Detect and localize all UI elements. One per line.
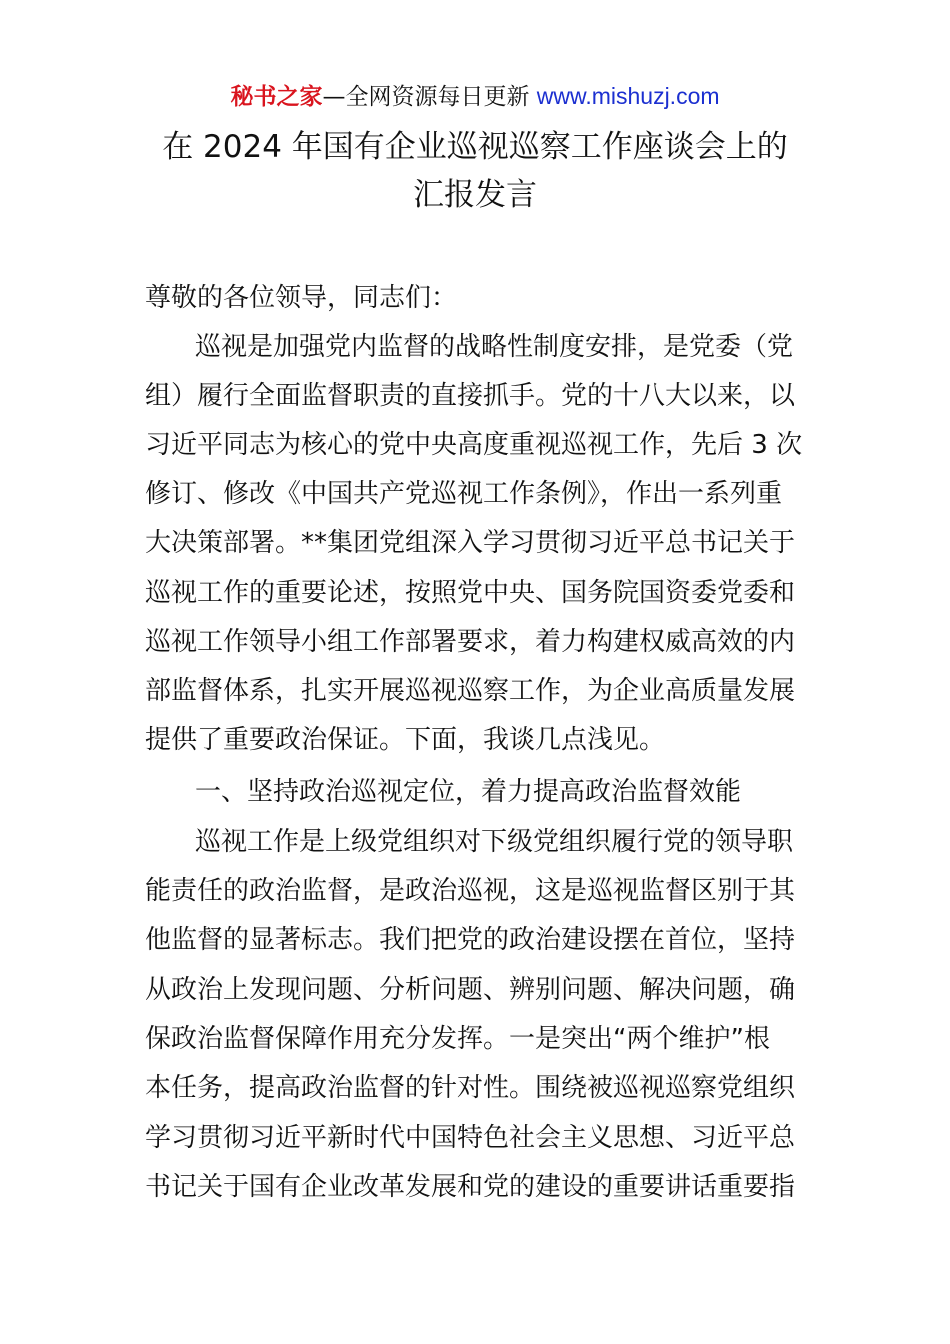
body-line: 习近平同志为核心的党中央高度重视巡视工作，先后 3 次 [145,430,803,460]
body-line: 书记关于国有企业改革发展和党的建设的重要讲话重要指 [145,1172,796,1202]
document-title-line-2: 汇报发言 [413,177,537,213]
body-line: 保政治监督保障作用充分发挥。一是突出“两个维护”根 [145,1024,770,1054]
body-line: 巡视工作领导小组工作部署要求，着力构建权威高效的内 [145,627,796,657]
document-title-line-1: 在 2024 年国有企业巡视巡察工作座谈会上的 [162,129,788,165]
site-header [0,80,950,113]
salutation: 尊敬的各位领导，同志们： [145,283,458,313]
site-url[interactable]: www.mishuzj.com [536,83,720,109]
body-line: 巡视是加强党内监督的战略性制度安排，是党委（党 [195,332,794,362]
body-line: 大决策部署。**集团党组深入学习贯彻习近平总书记关于 [145,528,796,558]
body-line: 巡视工作是上级党组织对下级党组织履行党的领导职 [195,827,794,857]
body-line: 巡视工作的重要论述，按照党中央、国务院国资委党委和 [145,578,796,608]
body-line: 本任务，提高政治监督的针对性。围绕被巡视巡察党组织 [145,1073,796,1103]
section-heading: 一、坚持政治巡视定位，着力提高政治监督效能 [195,777,742,807]
body-line: 部监督体系，扎实开展巡视巡察工作，为企业高质量发展 [145,676,796,706]
body-line: 学习贯彻习近平新时代中国特色社会主义思想、习近平总 [145,1123,796,1153]
body-line: 能责任的政治监督，是政治巡视，这是巡视监督区别于其 [145,876,796,906]
header-tagline: —全网资源每日更新 [322,84,537,110]
body-line: 从政治上发现问题、分析问题、辨别问题、解决问题，确 [145,975,796,1005]
body-line: 组）履行全面监督职责的直接抓手。党的十八大以来，以 [145,381,796,411]
body-line: 修订、修改《中国共产党巡视工作条例》，作出一系列重 [145,479,783,509]
body-line: 他监督的显著标志。我们把党的政治建设摆在首位，坚持 [145,925,796,955]
brand-name: 秘书之家 [230,84,323,110]
body-line: 提供了重要政治保证。下面，我谈几点浅见。 [145,725,666,755]
